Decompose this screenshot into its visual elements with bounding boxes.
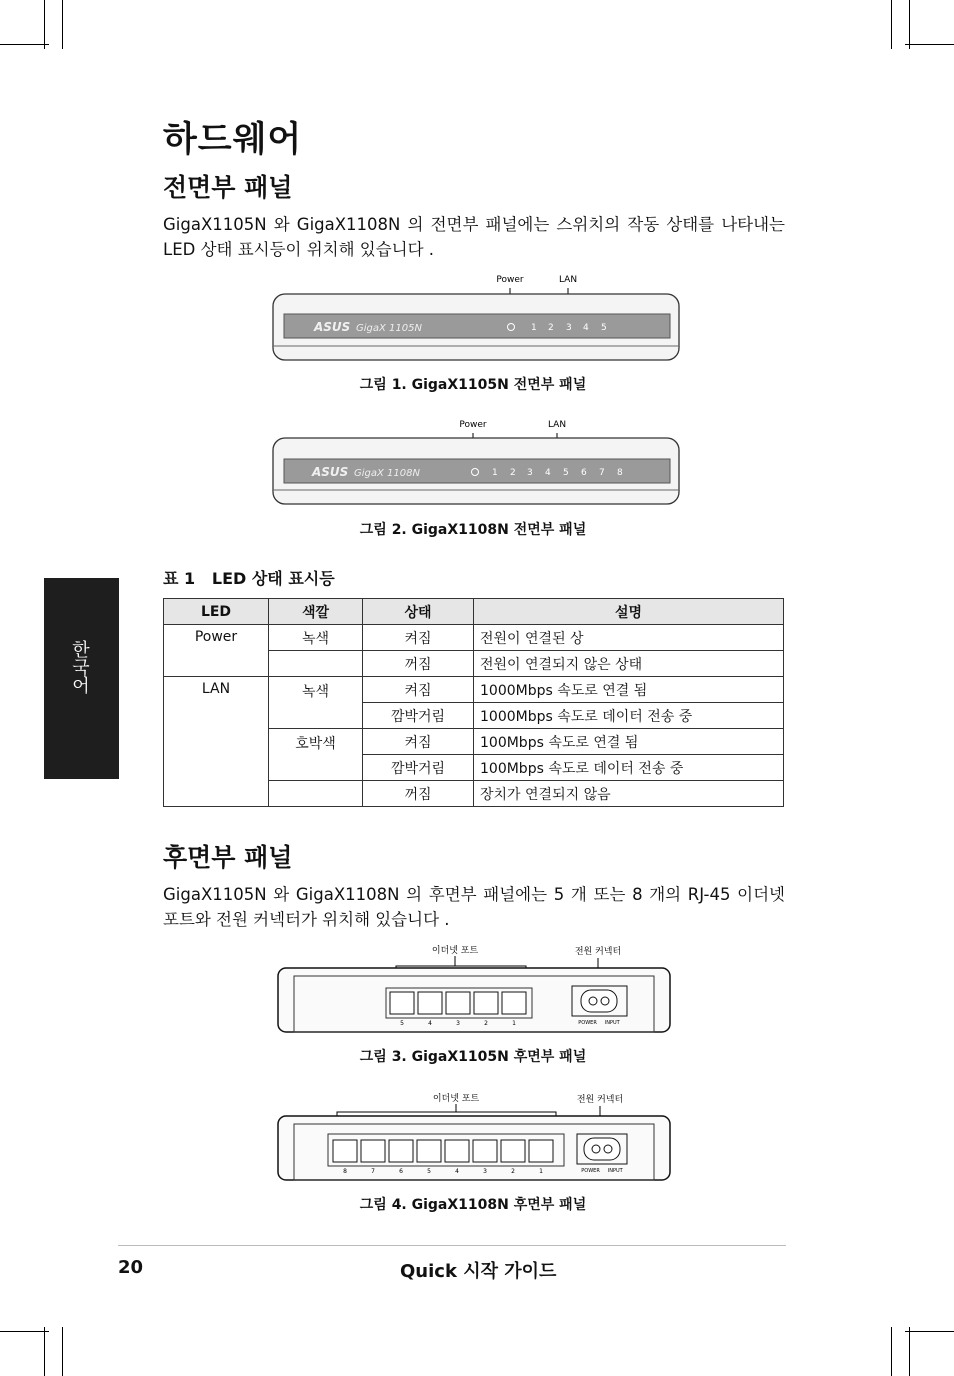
- fig1-port-4: 4: [583, 323, 589, 333]
- fig2-lan-label: LAN: [547, 420, 567, 430]
- state-cell: 켜짐: [363, 677, 474, 703]
- fig4-port-number: 1: [539, 1168, 543, 1175]
- page-number: 20: [118, 1257, 144, 1278]
- led-name-cell: LAN: [164, 677, 269, 807]
- rear-panel-heading: 후면부 패널: [163, 843, 293, 872]
- front-panel-heading: 전면부 패널: [163, 173, 293, 202]
- crop-mark: [0, 44, 49, 45]
- state-cell: 켜짐: [363, 729, 474, 755]
- crop-mark: [44, 1327, 45, 1376]
- fig3-port-number: 4: [428, 1020, 432, 1027]
- figure-4-caption: 그림 4. GigaX1108N 후면부 패널: [359, 1197, 587, 1213]
- description-cell: 1000Mbps 속도로 데이터 전송 중: [474, 703, 784, 729]
- rear-panel-paragraph: GigaX1105N 와 GigaX1108N 의 후면부 패널에는 5 개 또는 8 개의 RJ-45 이더넷 포트와 전원 커넥터가 위치해 있습니다 .: [163, 885, 785, 929]
- fig2-port-4: 4: [545, 468, 551, 478]
- fig1-model-logo: GigaX 1105N: [356, 323, 422, 334]
- table-title: 표 1 LED 상태 표시등: [163, 569, 335, 588]
- fig4-port-number: 3: [483, 1168, 487, 1175]
- fig3-port-number: 1: [512, 1020, 516, 1027]
- front-panel-paragraph: GigaX1105N 와 GigaX1108N 의 전면부 패널에는 스위치의 작동 상태를 나타내는 LED 상태 표시등이 위치해 있습니다 .: [163, 215, 785, 259]
- description-cell: 전원이 연결되지 않은 상태: [474, 651, 784, 677]
- table-row: [164, 677, 784, 703]
- figure-1-caption: 그림 1. GigaX1105N 전면부 패널: [359, 377, 587, 393]
- color-cell: 호박색: [269, 729, 363, 781]
- crop-mark: [909, 0, 910, 49]
- fig4-port-number: 8: [343, 1168, 347, 1175]
- led-name-cell: Power: [164, 625, 269, 677]
- crop-mark: [905, 44, 954, 45]
- fig3-port-number: 3: [456, 1020, 460, 1027]
- description-cell: 1000Mbps 속도로 연결 됨: [474, 677, 784, 703]
- page-title: 하드웨어: [163, 120, 303, 160]
- state-cell: 켜짐: [363, 625, 474, 651]
- fig4-power-input-label: POWER INPUT: [581, 1168, 623, 1174]
- crop-mark: [44, 0, 45, 49]
- fig3-port-number: 5: [400, 1020, 404, 1027]
- fig2-port-6: 6: [581, 468, 587, 478]
- fig3-power-input-label: POWER INPUT: [578, 1020, 620, 1026]
- language-side-tab: [44, 578, 119, 779]
- fig2-brand-logo: ASUS: [312, 465, 349, 479]
- figure-3-caption: 그림 3. GigaX1105N 후면부 패널: [359, 1049, 587, 1065]
- fig4-port-number: 2: [511, 1168, 515, 1175]
- fig2-model-logo: GigaX 1108N: [354, 468, 420, 479]
- fig2-power-label: Power: [459, 420, 487, 430]
- header-state: 상태: [363, 599, 474, 625]
- crop-mark: [891, 0, 892, 49]
- table-header-row: [164, 599, 784, 625]
- fig3-power-label: 전원 커넥터: [574, 947, 622, 957]
- fig2-port-3: 3: [527, 468, 533, 478]
- figure-3-rear-1105n: [272, 942, 676, 1038]
- fig2-port-2: 2: [510, 468, 516, 478]
- fig1-power-label: Power: [496, 275, 524, 285]
- crop-mark: [0, 1331, 49, 1332]
- fig1-port-1: 1: [531, 323, 537, 333]
- color-cell: 녹색: [269, 625, 363, 651]
- fig1-brand-logo: ASUS: [314, 320, 351, 334]
- crop-mark: [905, 1331, 954, 1332]
- description-cell: 100Mbps 속도로 연결 됨: [474, 729, 784, 755]
- fig4-power-label: 전원 커넥터: [576, 1095, 624, 1105]
- header-led: LED: [164, 599, 269, 625]
- footer-guide-title: Quick 시작 가이드: [400, 1261, 557, 1282]
- fig1-port-2: 2: [548, 323, 554, 333]
- figure-4-rear-1108n: [272, 1090, 676, 1186]
- description-cell: 장치가 연결되지 않음: [474, 781, 784, 807]
- fig2-port-1: 1: [492, 468, 498, 478]
- fig3-ethernet-label: 이더넷 포트: [431, 946, 479, 956]
- state-cell: 깜박거림: [363, 703, 474, 729]
- description-cell: 전원이 연결된 상: [474, 625, 784, 651]
- fig4-port-number: 4: [455, 1168, 459, 1175]
- header-color: 색깔: [269, 599, 363, 625]
- figure-2-front-1108n: [270, 413, 684, 509]
- crop-mark: [909, 1327, 910, 1376]
- color-cell: [269, 651, 363, 677]
- color-cell: 녹색: [269, 677, 363, 729]
- crop-mark: [62, 1327, 63, 1376]
- led-status-table: [163, 598, 784, 807]
- fig1-port-5: 5: [601, 323, 607, 333]
- crop-mark: [62, 0, 63, 49]
- state-cell: 꺼짐: [363, 651, 474, 677]
- fig3-port-number: 2: [484, 1020, 488, 1027]
- fig4-ethernet-label: 이더넷 포트: [432, 1094, 480, 1104]
- crop-mark: [891, 1327, 892, 1376]
- fig4-port-number: 7: [371, 1168, 375, 1175]
- fig1-port-3: 3: [566, 323, 572, 333]
- figure-2-caption: 그림 2. GigaX1108N 전면부 패널: [359, 522, 587, 538]
- description-cell: 100Mbps 속도로 데이터 전송 중: [474, 755, 784, 781]
- fig4-port-number: 5: [427, 1168, 431, 1175]
- footer-rule: [118, 1245, 786, 1246]
- figure-1-front-1105n: [270, 268, 684, 364]
- fig2-port-7: 7: [599, 468, 605, 478]
- side-tab-label: 한국어: [69, 640, 90, 694]
- fig2-port-8: 8: [617, 468, 623, 478]
- fig2-port-5: 5: [563, 468, 569, 478]
- header-description: 설명: [474, 599, 784, 625]
- state-cell: 깜박거림: [363, 755, 474, 781]
- fig4-port-number: 6: [399, 1168, 403, 1175]
- color-cell: [269, 781, 363, 807]
- fig1-lan-label: LAN: [558, 275, 578, 285]
- state-cell: 꺼짐: [363, 781, 474, 807]
- table-row: [164, 625, 784, 651]
